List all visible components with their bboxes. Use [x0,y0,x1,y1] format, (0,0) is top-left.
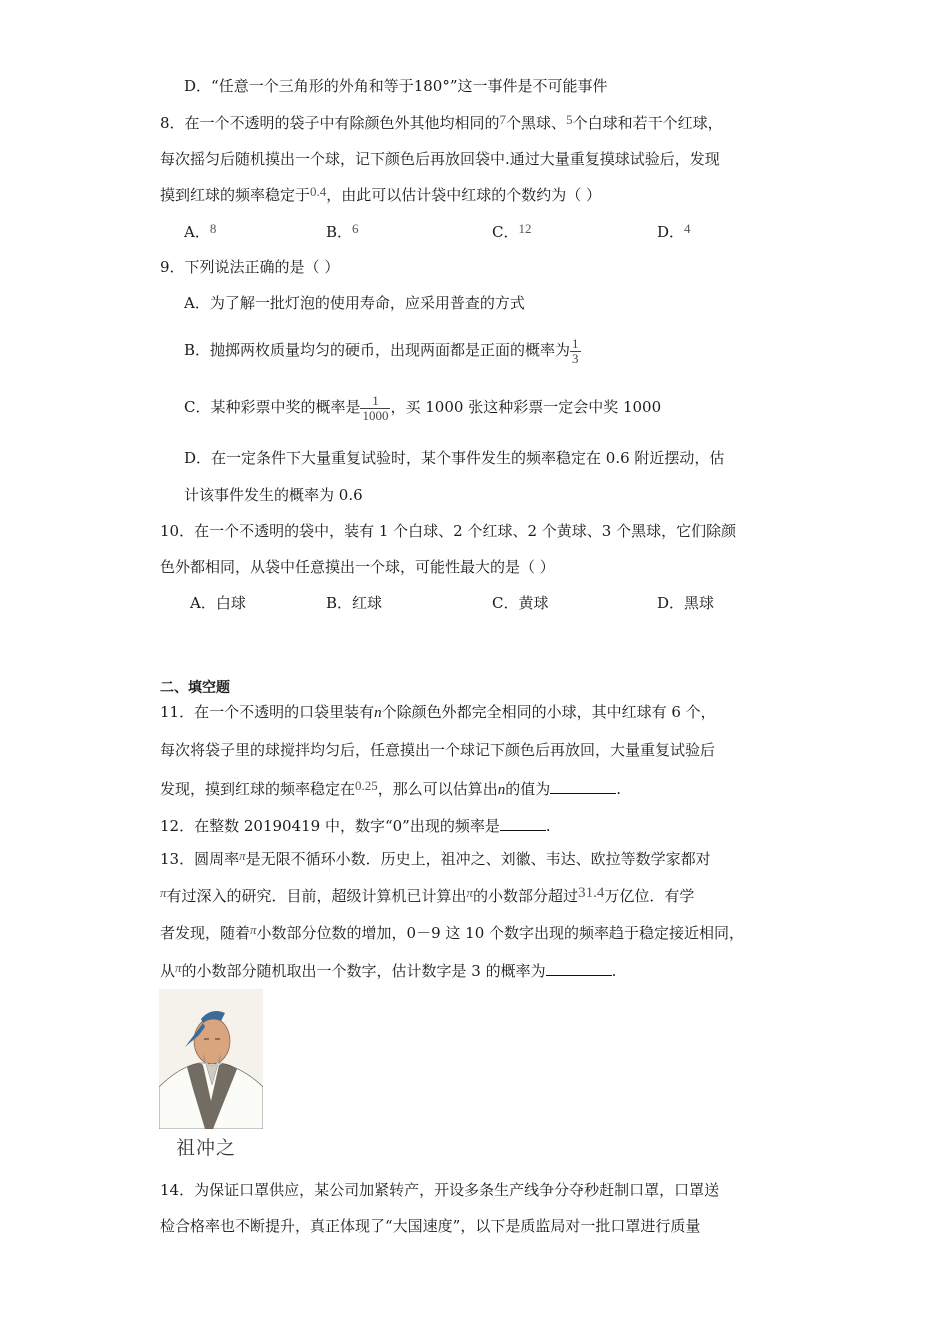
option-value: 红球 [352,594,383,612]
q8-stem-line1 [160,113,723,134]
q12-stem [160,814,551,836]
q11-text: 个除颜色外都完全相同的小球，其中红球有 6 个， [381,703,716,721]
q13-stem-line1 [160,849,711,870]
pi-symbol: π [239,848,246,863]
q8-frequency: 0.4 [310,184,327,199]
q13-text: 者发现，随着 [160,924,251,942]
q10-stem-line2: 色外都相同，从袋中任意摸出一个球，可能性最大的是（ ） [160,558,555,576]
option-value: 8 [209,221,217,236]
q9-option-c[interactable] [184,387,661,427]
q13-text: 13．圆周率 [160,850,240,868]
q13-stem-line4 [160,959,616,982]
q8-option-a[interactable] [184,222,216,243]
q12-answer-blank[interactable] [500,814,546,831]
fraction-one-third [570,337,581,366]
fraction-one-thousandth [360,394,390,423]
figure-caption: 祖冲之 [176,1137,237,1159]
q9-option-a[interactable]: A．为了解一批灯泡的使用寿命，应采用普查的方式 [184,294,525,312]
option-text: C．某种彩票中奖的概率是 [184,398,361,416]
option-label: A． [184,223,210,241]
q9-option-d-line1[interactable]: D．在一定条件下大量重复试验时，某个事件发生的频率稳定在 0.6 附近摆动，估 [184,449,725,467]
q9-option-d-line2: 计该事件发生的概率为 0.6 [184,486,363,504]
option-value: 12 [518,221,532,236]
option-value: 黑球 [684,594,715,612]
fraction-numerator: 1 [572,335,579,351]
q13-stem-line3 [160,923,744,944]
option-value: 白球 [215,594,246,612]
q10-option-c[interactable] [492,593,549,613]
q11-text: 发现，摸到红球的频率稳定在 [160,780,356,798]
fraction-denominator: 3 [572,350,579,366]
pi-symbol: π [160,885,167,900]
option-value: 黄球 [518,594,549,612]
q8-text: 摸到红球的频率稳定于 [160,186,311,204]
q8-white-count: 5 [566,112,573,127]
q10-option-a[interactable] [190,593,246,613]
q13-stem-line2 [160,886,694,907]
q8-stem-line2: 每次摇匀后随机摸出一个球，记下颜色后再放回袋中.通过大量重复摸球试验后，发现 [160,150,720,168]
q10-option-b[interactable] [326,593,382,613]
q8-text: 个白球和若干个红球， [572,114,723,132]
q11-text: 11．在一个不透明的口袋里装有 [160,703,375,721]
q13-end: . [611,962,617,980]
q13-text: 万亿位．有学 [604,887,695,905]
option-label: C． [492,223,519,241]
option-label: B． [326,594,353,612]
q13-text: 的小数部分随机取出一个数字，估计数字是 3 的概率为 [181,962,546,980]
pi-symbol: π [466,885,474,900]
q9-stem: 9．下列说法正确的是（ ） [160,258,340,276]
section-heading-fill-in: 二、填空题 [160,680,230,696]
q11-variable-n: n [497,782,506,798]
q12-end: . [545,817,551,835]
q8-stem-line3 [160,185,601,206]
fraction-numerator: 1 [372,392,379,408]
q9-option-b[interactable] [184,330,581,370]
option-text: B．抛掷两枚质量均匀的硬币，出现两面都是正面的概率为 [184,341,571,359]
q11-end: . [616,780,622,798]
option-label: D． [657,594,685,612]
q8-text: 个黑球、 [506,114,567,132]
q11-answer-blank[interactable] [550,777,616,794]
option-value: 4 [684,221,691,236]
q11-stem-line2: 每次将袋子里的球搅拌均匀后，任意摸出一个球记下颜色后再放回，大量重复试验后 [160,741,716,759]
q11-text: ，那么可以估算出 [377,780,498,798]
q8-option-c[interactable] [492,222,531,243]
option-label: D． [657,223,685,241]
q7-option-d: D．“任意一个三角形的外角和等于180°”这一事件是不可能事件 [184,77,608,95]
pi-symbol: π [175,960,182,975]
q13-text: 有过深入的研究．目前，超级计算机已计算出 [166,887,467,905]
q13-digit-count: 31.4 [578,885,605,901]
q11-frequency: 0.25 [355,778,378,793]
q14-stem-line1: 14．为保证口罩供应，某公司加紧转产，开设多条生产线争分夺秒赶制口罩，口罩送 [160,1181,720,1199]
fraction-denominator: 1000 [362,407,389,423]
q10-option-d[interactable] [657,593,714,613]
q8-text: 8．在一个不透明的袋子中有除颜色外其他均相同的 [160,114,500,132]
option-label: B． [326,223,353,241]
q8-text: ，由此可以估计袋中红球的个数约为（ ） [326,186,602,204]
option-label: C． [492,594,519,612]
q13-text: 小数部分位数的增加，0－9 这 10 个数字出现的频率趋于稳定接近相同， [256,924,745,942]
q13-answer-blank[interactable] [546,959,612,976]
q13-text: 的小数部分超过 [473,887,579,905]
portrait-illustration-icon [159,989,263,1129]
q11-stem-line1 [160,702,716,723]
q14-stem-line2: 检合格率也不断提升，真正体现了“大国速度”，以下是质监局对一批口罩进行质量 [160,1217,701,1235]
q11-stem-line3 [160,777,621,800]
q13-text: 是无限不循环小数．历史上，祖冲之、刘徽、韦达、欧拉等数学家都对 [245,850,711,868]
option-text: ，买 1000 张这种彩票一定会中奖 1000 [390,398,662,416]
pi-symbol: π [250,922,257,937]
q8-black-count: 7 [499,112,507,127]
q8-option-b[interactable] [326,222,359,243]
q12-text: 12．在整数 20190419 中，数字“0”出现的频率是 [160,817,500,835]
option-value: 6 [352,221,359,236]
q11-text: 的值为 [505,780,551,798]
q10-stem-line1: 10．在一个不透明的袋中，装有 1 个白球、2 个红球、2 个黄球、3 个黑球，它们除颜 [160,522,737,540]
portrait-zu-chongzhi-image [159,989,263,1129]
q11-variable-n: n [374,705,382,721]
q8-option-d[interactable] [657,222,691,243]
q13-text: 从 [160,962,176,980]
option-label: A． [190,594,216,612]
